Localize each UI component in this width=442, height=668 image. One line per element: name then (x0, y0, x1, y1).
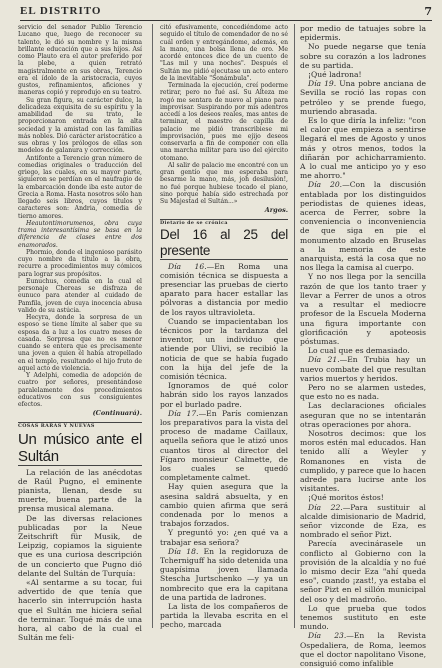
paragraph: La relación de las anécdotas de Raúl Pugno, el eminente pianista, llenan, desde su muerte, buena parte de la prensa musical alemana. (18, 467, 142, 514)
paragraph: Lo cual que es demasiado. (308, 346, 410, 356)
date-label: Día 16. (168, 261, 207, 271)
paragraph: Su gran figura, su carácter dulce, la delicadeza exquisita de su espíritu y la amabilidad de su trato, le proporcionaron entrada en la alta sociedad y la amistad con las familias más nobles. Dió carácter aristocrático a sus obras y los prólogos de ellas son modelos de galanura y corrección. (18, 96, 142, 155)
paragraph-text: En la regidoruza de Tcherniguff ha sido detenida una guapísima joven llamada Stescha Jurtschenko —y ya un nombrecito que era la capitana de una partida de ladrones. (160, 546, 288, 602)
paragraph: Hay quien asegura que la asesina saldrá absuelta, y en cambio quien afirma que será condenada por lo menos a trabajos forzados. (160, 482, 288, 529)
paragraph (160, 547, 288, 602)
paragraph: «Al sentarme a su tocar, fui advertido de que tenía que hacerlo sin interrupción hasta que el Sultán me hiciera señal de terminar. Toqué más de una hora, al cabo de la cual el Sultán me feli- (18, 577, 142, 643)
paragraph (300, 79, 426, 116)
column-divider-1 (152, 24, 153, 628)
paragraph-text: Una pobre anciana de Sevilla se roció las ropas con petróleo y se prende fuego, muriendo abrasada. (300, 79, 426, 116)
date-label: Día 23. (308, 631, 347, 641)
paragraph: Heautontimorumenos, obra cuya trama interesantísima se basa en la diferencia de clases entre dos enamorados. (18, 219, 142, 249)
paragraph-text: —En Roma una comisión técnica se dispuesta a presenciar las pruebas de cierto aparato para hacer estallar las pólvoras a distancia por medio de los rayos ultravioleta. (160, 261, 288, 317)
paragraph-text: —Para sustituir al alcalde dimisionario de Madrid, señor vizconde de Eza, es nombrado el señor Pizt. (300, 502, 426, 540)
paragraph (160, 262, 288, 317)
paragraph: Y no nos llega por la sencilla razón de que los tanto traer y llevar a Ferrer de unos a otros va a resultar el mediocre profesor de la Escuela Moderna una figura importante con glorificación y apoteosis póstumas. (300, 272, 426, 346)
paragraph: ¡Qué moritos éstos! (308, 493, 384, 503)
paragraph: Terminada la ejecución, creí poderme retirar, pero no fué así. Su Alteza me rogó me sentara de nuevo al piano para improvisar. Suspirando por mis adentros accedí a los deseos reales, mas antes de terminar, el maestro de capilla de palacio me pidió transcribiese mi improvisación, pues me ejijo deseos conservarla a fin de componer con ella una marcha militar para uso del ejército otomano. (160, 82, 288, 162)
paragraph: Es lo que diría la infeliz: "con el calor que empieza a sentirse llegará el mes de Agosto y unos más y otros menos, todos la diñarán por achicharramiento. A lo cual me anticipo yo y eso me ahorro." (300, 116, 426, 181)
paragraph-text: —En la Revista Ospedaliera, de Roma, leemos que el doctor napolitano Visone, consiguió como infalible (300, 631, 426, 668)
paragraph: De las diversas relaciones publicadas por la Neue Zeitschrift für Musik, de Leipzig, copiamos la siguiente que es una curiosa descripción de un concierto que Pugno dió delante del Sultán de Turquía: (18, 513, 142, 578)
article-signature: Argos. (264, 206, 288, 215)
paragraph: Nosotros decimos: que los moros estén mal educados. Han tenido allí a Weyler y Romanones en vista de cumplido, y parece que lo hacen adrede para lucirse ante los visitantes. (300, 428, 426, 494)
paragraph: La lista de los compañeros de partida la llevaba escrita en el pecho, marcada (160, 602, 288, 630)
paragraph: Pero no se alarmen ustedes, que esto no es nada. (300, 382, 426, 402)
date-label: Día 22. (308, 502, 343, 512)
paragraph (300, 355, 426, 383)
paragraph: Lo que prueba que todos tenemos sustituto en este mundo. (300, 603, 426, 632)
paragraph: Y Adelphi, comedia de adopción de cuatro por señores, presentándose paralelamente dos procedimientos educativos con sus consiguientes efectos. (18, 372, 142, 408)
paragraph: Y preguntó yo: ¿en qué va a trabajar esa señora? (160, 528, 288, 547)
date-label: Día 21. (308, 355, 340, 365)
paragraph: citó efusivamente, concediéndome acto seguido el título de comendador de no sé cuál orden y entregándome, además, en la mano, una bolsa llena de oro. Me acordé entonces dice de un cuento de "Las mil y una noches". Después el Sultán me pidió ejecutase un acto entero de la inevitable "Sonámbula". (160, 24, 288, 82)
column-divider-2 (294, 24, 295, 628)
date-label: Día 18. (168, 546, 199, 556)
paragraph: Ignoramos de qué color habrán sido los rayos lanzados por el burlado padre. (160, 381, 288, 409)
article-headline: Del 16 al 25 del presente (160, 226, 288, 258)
page-header (20, 4, 432, 21)
section-kicker: COSAS RARAS Y NUEVAS (18, 422, 142, 429)
paragraph-text: —En Trubia hay un nuevo combate del que resultan varios muertos y heridos. (300, 355, 426, 383)
paragraph-text: —En París comienzan los preparativos para la vista del proceso de madame Caillaux, aquella señora que le atizó unos cuantos tiros al director del Fígaro monsieur Calmette, de los cuales se quedó completamente calmet. (160, 408, 288, 483)
paragraph: Al salir de palacio me encontré con un gran gentío que me esperaba para besarme la mano, más, joh desilusión!, no fué porque hubiese tocado el piano, sino porque había sido estrechada por Su Majestad el Sultán...» (160, 161, 288, 205)
column-1 (18, 24, 142, 643)
paragraph: por medio de tatuajes sobre la epidermis. (300, 24, 426, 43)
paragraph (300, 180, 426, 272)
paragraph-text: —Con la discusión entablada por los distinguidos periodistas de quienes ideas, acerca de Ferrer, sobre la conveniencia o inconveniencia de que siga en pie el monumento alzado en Bruselas a la memoria de este anarquista, está la cosa que no nos llega la camisa al cuerpo. (300, 180, 426, 273)
paragraph: ¡Qué ladrona! (308, 70, 362, 80)
page-number: 7 (424, 5, 432, 18)
paragraph: Hecyra, donde la sorpresa de un esposo se tiene límite al saber que su esposa da a luz a los cuatro meses de casada. Sorpresa que no es menor cuando se entera que es precisamente una joven a quien él había atropellado en el templo, resultando el hijo fruto de aquel acto de violencia. (18, 314, 142, 372)
paragraph: Parecía avecinárasele un conflicto al Gobierno con la provisión de la alcaldía y no fué lo mismo decir Eza "ahí queda eso", cuando ¡zast!, ya estaba el señor Pizt en el sillón municipal del oso y del madroño. (300, 539, 426, 604)
column-3 (300, 24, 426, 668)
paragraph: No puede negarse que tenía sobre su corazón a los ladrones de su partida. (300, 42, 426, 70)
paragraph: Cuando se impacientaban los técnicos por la tardanza del inventor, un individuo que atiende por Ulivi, se recibió la noticia de que se había fugado con la hija del jefe de la comisión técnica. (160, 316, 288, 381)
paragraph: Antifonte a Terencio gran número de comedias originales o traducción del griego, las cuales, en su mayor parte, siguieron se perdían en el naufragio de la embarcación donde iba este autor de Grecia a Roma. Hasta nosotros sólo han llegado seis libros, cuyos títulos y caracteres son: Andria, comedia de tierno amores. (18, 154, 142, 220)
paragraph: servicio del senador Publio Terencio Lucano que, luego de reconocer su talento, le dió su nombre y la misma brillante educación que a sus hijos. Así como Plauto era el autor preferido por la plebe, a quien retrató magistralmente en sus obras, Terencio era el ídolo de la aristocracia, cuyos gustos, refinamientos, aficiones y maneras copió y reprodujo en su teatro. (18, 24, 142, 97)
paragraph (300, 503, 426, 540)
paragraph (300, 631, 426, 668)
newspaper-title: EL DISTRITO (20, 5, 102, 17)
paragraph (160, 409, 288, 483)
continued-note: (Continuará). (92, 409, 142, 418)
paragraph: Phormio, donde el ingenioso parásito cuyo nombre da título a la obra, recurre a procedimientos muy cómicos para lograr sus propósitos. (18, 248, 142, 278)
article-headline: Un músico ante el Sultán (18, 430, 142, 465)
date-label: Día 20. (308, 180, 343, 190)
section-kicker: Dietario de se crónica (160, 219, 288, 226)
paragraph: Eunuchus, comedia en la cual el personaje Chereas se disfraza de eunuco para atender al cuidado de Pamfila, joven de cuya inocencia abusa valido de su astúcia. (18, 277, 142, 314)
date-label: Día 19. (308, 79, 337, 89)
column-2 (160, 24, 288, 634)
date-label: Día 17. (168, 408, 199, 418)
paragraph: Las declaraciones oficiales aseguran que no se intentarán otras operaciones por ahora. (300, 401, 426, 429)
